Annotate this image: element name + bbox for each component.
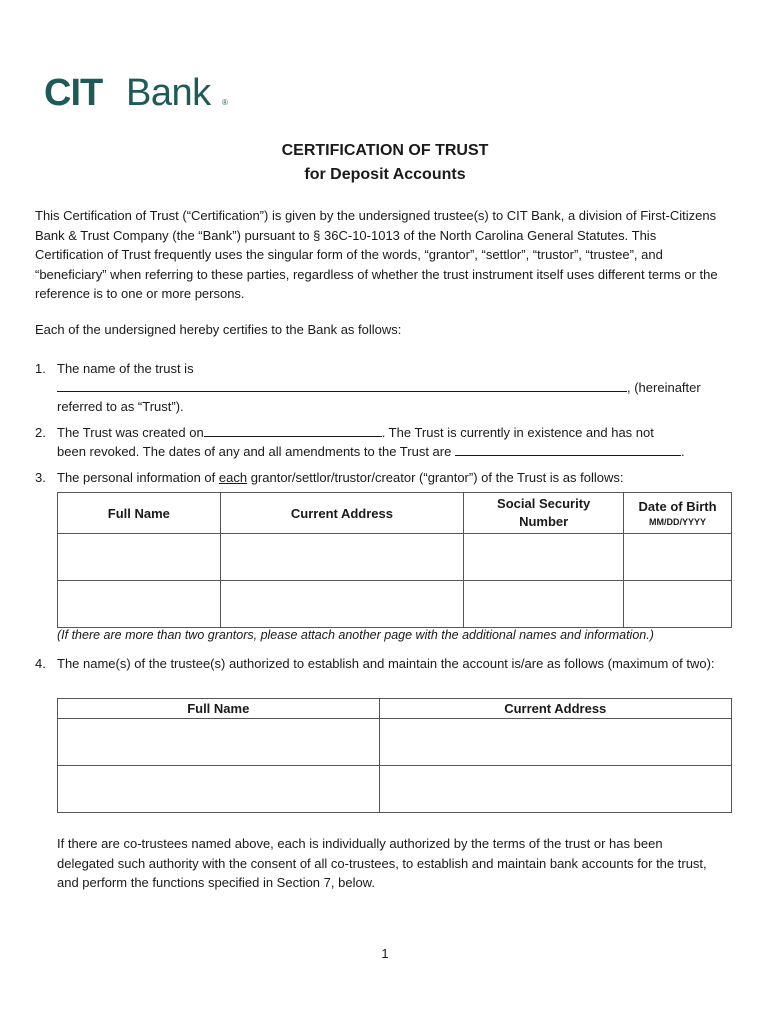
trustee-table — [57, 698, 732, 813]
cotrustees-paragraph: If there are co-trustees named above, each is individually authorized by the terms of the trust or has been delegated such authority with the consent of all co-trustees, to establish and maintain bank accounts for the trust, and perform the functions specified in Section 7, below. — [57, 836, 707, 890]
cit-bank-logo — [44, 72, 244, 112]
grantor-2-address-cell[interactable] — [220, 581, 464, 628]
certifies-statement: Each of the undersigned hereby certifies to the Bank as follows: — [35, 322, 402, 337]
amendment-dates-field[interactable] — [455, 442, 681, 456]
grantor-table — [57, 492, 732, 628]
column-header: Date of Birth MM/DD/YYYY — [624, 493, 732, 534]
item-text: The Trust was created on — [57, 425, 204, 440]
date-format-hint: MM/DD/YYYY — [649, 517, 707, 527]
intro-paragraph: This Certification of Trust (“Certification”) is given by the undersigned trustee(s) to CIT Bank, a division of First-Citizens Bank & Trust Company (the “Bank”) pursuant to § 36C-10-1013 of the North Carolina General Statutes. This Certification of Trust frequently uses the singular form of the words, “grantor”, “settlor”, “trustor”, “trustee”, and “beneficiary” when referring to these parties, regardless of whether the trust instrument itself uses different terms or the reference is to one or more persons. — [35, 208, 718, 301]
document-title: CERTIFICATION OF TRUST — [281, 142, 489, 159]
table-row — [58, 581, 732, 628]
item-number: 2. — [35, 425, 46, 440]
svg-text:CIT: CIT — [44, 72, 103, 112]
document-subtitle: for Deposit Accounts — [304, 166, 466, 183]
trust-name-field[interactable] — [57, 378, 627, 392]
column-header: Current Address — [220, 493, 464, 534]
svg-text:®: ® — [222, 98, 228, 107]
item-text: grantor/settlor/trustor/creator (“grantor”) of the Trust is as follows: — [247, 470, 624, 485]
grantor-2-dob-cell[interactable] — [624, 581, 732, 628]
item-text: . — [680, 444, 685, 459]
grantor-note: (If there are more than two grantors, please attach another page with the additional names and information.) — [57, 628, 654, 642]
column-header: Social Security Number — [464, 493, 624, 534]
trustee-1-name-cell[interactable] — [58, 719, 380, 766]
svg-text:Bank: Bank — [126, 72, 211, 112]
grantor-2-name-cell[interactable] — [58, 581, 221, 628]
item-grantor-info — [35, 468, 725, 488]
column-header: Full Name — [58, 493, 221, 534]
item-text: been revoked. The dates of any and all amendments to the Trust are — [57, 444, 452, 459]
item-number: 4. — [35, 656, 46, 671]
grantor-1-address-cell[interactable] — [220, 534, 464, 581]
grantor-1-ssn-cell[interactable] — [464, 534, 624, 581]
item-emphasis: each — [218, 470, 248, 485]
page-number: 1 — [381, 946, 389, 961]
table-row — [58, 719, 732, 766]
trustee-2-address-cell[interactable] — [379, 766, 732, 813]
column-header: Current Address — [379, 699, 732, 719]
grantor-1-dob-cell[interactable] — [624, 534, 732, 581]
trust-created-date-field[interactable] — [204, 423, 382, 437]
trustee-2-name-cell[interactable] — [58, 766, 380, 813]
item-trust-dates — [35, 423, 725, 463]
grantor-1-name-cell[interactable] — [58, 534, 221, 581]
item-trust-name — [35, 359, 725, 419]
item-number: 3. — [35, 470, 46, 485]
column-header: Full Name — [58, 699, 380, 719]
item-text: referred to as “Trust”). — [57, 399, 184, 414]
item-text: , (hereinafter — [627, 380, 701, 395]
item-text: The personal information of — [57, 470, 219, 485]
item-text: . The Trust is currently in existence and has not — [381, 425, 654, 440]
trustee-1-address-cell[interactable] — [379, 719, 732, 766]
table-row — [58, 766, 732, 813]
table-row — [58, 534, 732, 581]
grantor-2-ssn-cell[interactable] — [464, 581, 624, 628]
item-text: The name of the trust is — [57, 361, 194, 376]
item-text: The name(s) of the trustee(s) authorized to establish and maintain the account is/are as follows (maximum of two): — [57, 656, 715, 671]
item-trustees — [35, 654, 725, 694]
item-number: 1. — [35, 361, 46, 376]
